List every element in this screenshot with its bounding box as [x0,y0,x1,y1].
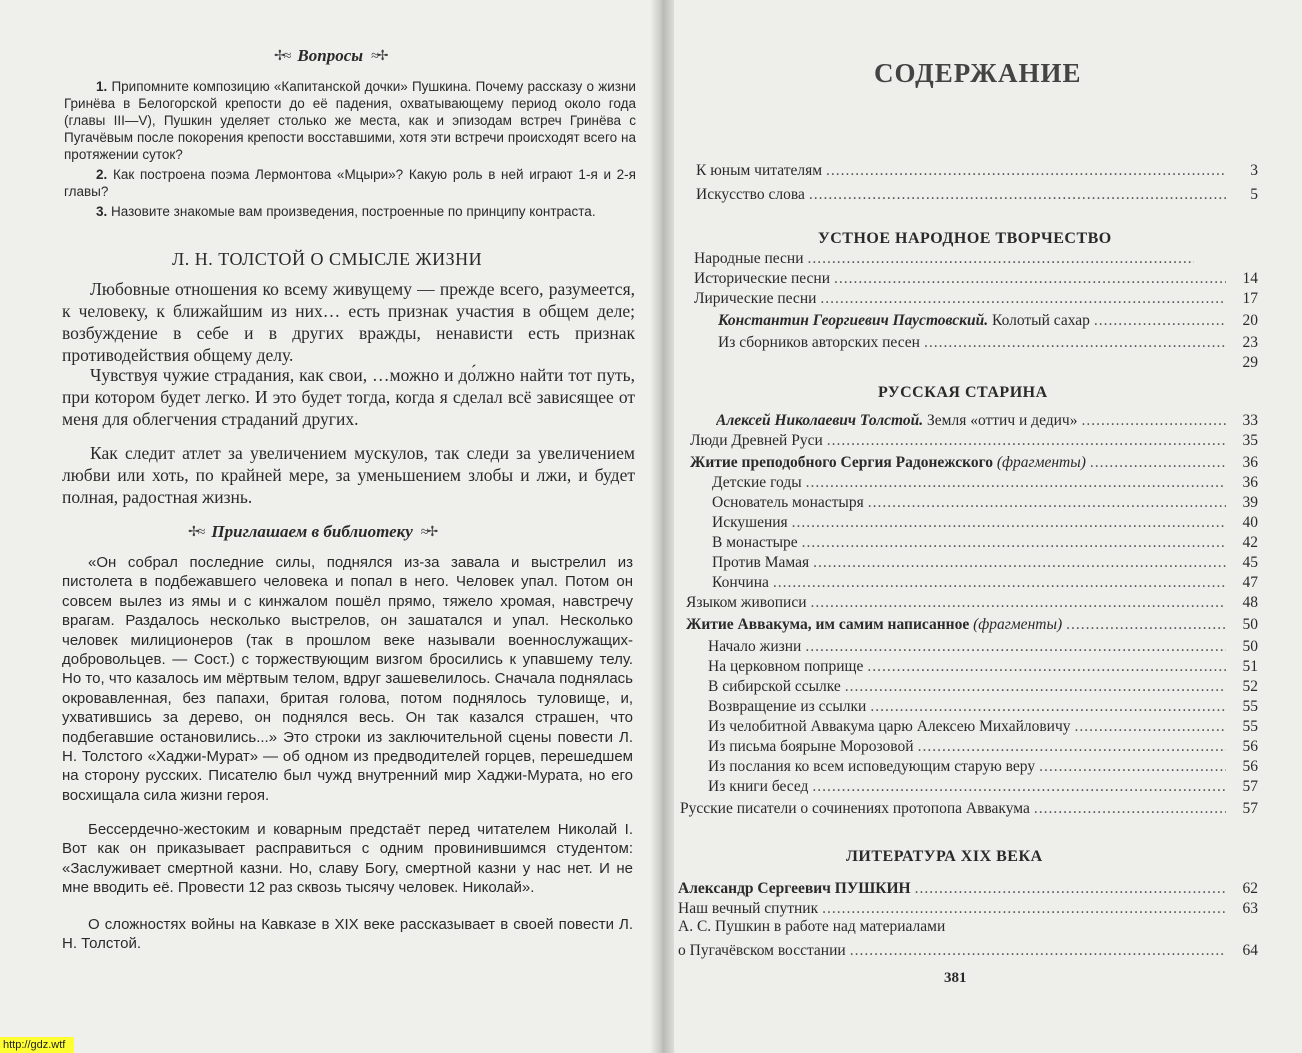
toc-item: Лирические песни ..... 17 [694,290,1258,310]
book-gutter [650,0,674,1053]
toc-item: Из сборников авторских песен ..... 23 [718,334,1258,354]
ornament-icon: ✢≈ [188,524,204,540]
toc-item: Житие преподобного Сергия Радонежского (фрагменты) ..... 36 [690,454,1258,474]
question-1: 1. Припомните композицию «Капитанской дочки» Пушкина. Почему рассказу о жизни Гринёва в Белогорской крепости до её падения, охватывающему период около года (главы III—V), Пушкин уделяет столько же места, как и эпизодам встреч Гринёва с Пугачёвым после покорения крепости восставшими, хотя эти встречи происходят всего на протяжении суток? [64,79,636,162]
toc-item: К юным читателям ..... 3 [696,162,1258,182]
tolstoy-paragraph: Как следит атлет за увеличением мускулов, так следи за увеличением любви или хоть, по крайней мере, за уменьшением злобы и лжи, и будет полная, радостная жизнь. [62,443,635,507]
library-paragraph: О сложностях войны на Кавказе в XIX веке рассказывает в своей повести Л. Н. Толстой. [62,916,633,953]
toc-section-heading: ЛИТЕРАТУРА XIX ВЕКА [846,848,1043,865]
toc-item-line: А. С. Пушкин в работе над материалами [678,918,946,935]
toc-item: Исторические песни ..... 14 [694,270,1258,290]
toc-item: Житие Аввакума, им самим написанное (фрагменты) ..... 50 [686,616,1258,636]
toc-page-number: 29 [1242,354,1258,371]
questions-title: ✢≈ Вопросы ≈✢ [274,46,387,65]
ornament-icon: ✢≈ [274,48,290,64]
toc-item: Искушения ..... 40 [712,514,1258,534]
tolstoy-paragraph: Чувствуя чужие страдания, как свои, …можно и до́лжно найти тот путь, при котором будет легко. И это будет тогда, когда я сделал всё зависящее от меня для облегчения страданий других. [62,365,635,429]
toc-item: Детские годы ..... 36 [712,474,1258,494]
toc-item: Языком живописи ..... 48 [686,594,1258,614]
tolstoy-paragraph: Любовные отношения ко всему живущему — прежде всего, разумеется, к человеку, к ближайшим из них… есть признак участия в общем деле; возбуждение в себе и в других вражды, ненависти есть признак противодействия общему делу. [62,279,635,365]
toc-item: Народные песни ..... [694,250,1226,270]
right-page [674,0,1302,1053]
toc-item: Из послания ко всем исповедующим старую веру ..... 56 [708,758,1258,778]
library-title: ✢≈ Приглашаем в библиотеку ≈✢ [188,522,437,541]
ornament-icon: ≈✢ [420,524,437,540]
watermark-link[interactable]: http://gdz.wtf [0,1037,74,1053]
toc-item: На церковном поприще ..... 51 [708,658,1258,678]
toc-item: Кончина ..... 47 [712,574,1258,594]
toc-item: Русские писатели о сочинениях протопопа Аввакума ..... 57 [680,800,1258,820]
toc-item: Основатель монастыря ..... 39 [712,494,1258,514]
toc-item: Из челобитной Аввакума царю Алексею Михайловичу ..... 55 [708,718,1258,738]
left-page [0,0,650,1053]
toc-item: Из книги бесед ..... 57 [708,778,1258,798]
toc-item: В сибирской ссылке ..... 52 [708,678,1258,698]
toc-section-heading: УСТНОЕ НАРОДНОЕ ТВОРЧЕСТВО [818,230,1112,247]
toc-item: Константин Георгиевич Паустовский. Колотый сахар ..... 20 [718,312,1258,332]
toc-item: Начало жизни ..... 50 [708,638,1258,658]
toc-item: Искусство слова ..... 5 [696,186,1258,206]
toc-item: о Пугачёвском восстании ..... 64 [678,942,1258,962]
question-3: 3. Назовите знакомые вам произведения, построенные по принципу контраста. [96,204,596,219]
question-2: 2. Как построена поэма Лермонтова «Мцыри»? Какую роль в ней играют 1-я и 2-я главы? [64,167,636,199]
toc-item: Алексей Николаевич Толстой. Земля «оттич и дедич» ..... 33 [716,412,1258,432]
toc-item: Наш вечный спутник ..... 63 [678,900,1258,920]
page-title: СОДЕРЖАНИЕ [874,58,1082,88]
page-number: 381 [944,970,967,986]
ornament-icon: ≈✢ [371,48,387,64]
library-paragraph: «Он собрал последние силы, поднялся из-за завала и выстрелил из пистолета в подбежавшего человека и попал в него. Человек упал. Потом он совсем вылез из ямы и с кинжалом пошёл прямо, тяжело хромая, навстречу врагам. Раздалось несколько выстрелов, он зашатался и упал. Несколько человек милиционеров (так в прошлом веке называли военнослужащих-добровольцев. — Сост.) с торжествующим визгом бросились к упавшему телу. Но то, что казалось им мёртвым телом, вдруг зашевелилось. Сначала поднялась окровавленная, без папахи, бритая голова, потом поднялось туловище, и, ухватившись за дерево, он поднялся весь. Он так казался страшен, что подбегавшие остановились...» Это строки из заключительной сцены повести Л. Н. Толстого «Хаджи-Мурат» — об одном из предводителей горцев, перешедшем на сторону русских. Писателю был чужд внутренний мир Хаджи-Мурата, но его восхищала сила жизни героя. [62,554,633,804]
library-paragraph: Бессердечно-жестоким и коварным предстаёт перед читателем Николай I. Вот как он приказывает расправиться с одним провинившимся студентом: «Заслуживает смертной казни. Но, славу Богу, смертной казни у нас нет. И не мне вводить её. Провести 12 раз сквозь тысячу человек. Николай». [62,821,633,897]
toc-item: Против Мамая ..... 45 [712,554,1258,574]
toc-item: Люди Древней Руси ..... 35 [690,432,1258,452]
toc-item: Из письма боярыне Морозовой ..... 56 [708,738,1258,758]
toc-item: Возвращение из ссылки ..... 55 [708,698,1258,718]
tolstoy-heading: Л. Н. ТОЛСТОЙ О СМЫСЛЕ ЖИЗНИ [172,249,483,269]
toc-item: Александр Сергеевич ПУШКИН ..... 62 [678,880,1258,900]
toc-item: В монастыре ..... 42 [712,534,1258,554]
toc-section-heading: РУССКАЯ СТАРИНА [878,384,1048,401]
